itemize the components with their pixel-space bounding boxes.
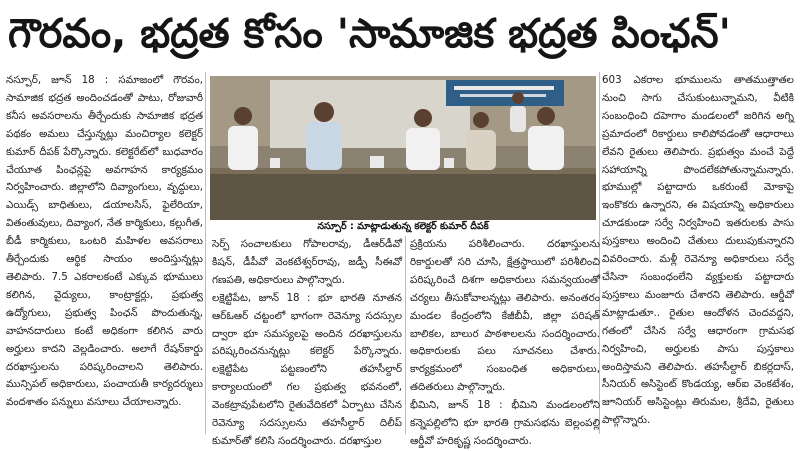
paragraph: భీమిని, జూన్ 18 : భీమిని మండలంలోని కన్నెపల్లిలోని భూ భారతి గ్రామసభను బెల్లంపల్లి ఆర్డీవో హరికృష్ణ సందర్శించారు. (410, 399, 600, 447)
column-rule (205, 72, 206, 434)
photo-caption: నస్పూర్ : మాట్లాడుతున్న కలెక్టర్ కుమార్ దీపక్ (317, 221, 489, 232)
paragraph: ప్రక్రియను పరిశీలించారు. దరఖాస్తులను రికార్డులతో సరి చూసి, క్షేత్రస్థాయిలో పరిశీలించి పరిష్కరించే దిశగా అధికారులు సమన్వయంతో చర్యలు తీసుకోవాలన్నట్లు తెలిపారు. అనంతరం మండల కేంద్రంలోని కేజీబీవీ, జిల్లా పరిషత్ బాలికల, బాలుర పాఠశాలలను సందర్శించారు. అధికారులకు పలు సూచనలు చేశారు. కార్యక్రమంలో సంబంధిత అధికారులు, తదితరులు పాల్గొన్నారు. (410, 238, 600, 394)
article-column-1 (6, 72, 203, 434)
column-rule (405, 236, 406, 434)
paragraph: సెర్ప్ సంచాలకులు గోపాలరావు, డీఆర్‌డీవో కిషన్, డీపీవో వెంకటేశ్వర్‌రావు, జడ్పీ సీఈవో గణపతి, అధికారులు పాల్గొన్నారు. (212, 238, 402, 286)
paragraph: నస్పూర్, జూన్ 18 : సమాజంలో గౌరవం, సామాజిక భద్రత అందించడంతో పాటు, రోజువారీ కనీస అవసరాలను తీర్చేందుకు సామాజిక భద్రత పథకం అమలు చేస్తున్నట్లు మంచిర్యాల కలెక్టర్ కుమార్ దీపక్ పేర్కొన్నారు. కలెక్టరేట్‌లో బుధవారం చేయూత పింఛన్లపై అవగాహన కార్యక్రమం నిర్వహించారు. జిల్లాలోని దివ్యాంగులు, వృద్ధులు, ఎయిడ్స్ బాధితులు, డయాలసిస్, ఫైలేరియా, వితంతువులు, దివ్యాంగ, నేత కార్మికులు, కల్లుగీత, బీడీ కార్మికులు, ఒంటరి మహిళల అవసరాలు తీర్చేందుకు ఆర్థిక సాయం అందిస్తున్నట్లు తెలిపారు. 7.5 ఎకరాలకంటే ఎక్కువ భూములు కలిగిన, వైద్యులు, కాంట్రాక్టర్లు, ప్రభుత్వ ఉద్యోగులు, ప్రభుత్వ పింఛన్ పొందుతున్న, వాహనదారులు కంటే అధికంగా కలిగిన వారు అర్హులు కాదని వెల్లడించారు. అలాగే రేషన్‌కార్డు దరఖాస్తులను పరిష్కరించాలని తెలిపారు. మున్సిపల్ అధికారులు, పంచాయతీ కార్యదర్శులు వందశాతం పన్నులు వసూలు చేయాలన్నారు. (6, 74, 203, 409)
news-photo (210, 76, 596, 220)
headline: గౌరవం, భద్రత కోసం 'సామాజిక భద్రత పింఛన్' (8, 11, 731, 57)
paragraph: లక్షెట్టిపేట, జూన్ 18 : భూ భారతి నూతన ఆర్‌ఓఆర్ చట్టంలో భాగంగా రెవెన్యూ సదస్సుల ద్వారా భూ సమస్యలపై అందిన దరఖాస్తులను పరిష్కరించనున్నట్లు కలెక్టర్ పేర్కొన్నారు. లక్షెట్టిపేట పట్టణంలోని తహసీల్దార్ కార్యాలయంలో గల ప్రభుత్వ భవనంలో, వెంకట్రావుపేటలోని రైతువేదికలో ఏర్పాటు చేసిన రెవెన్యూ సదస్సులను తహసీల్దార్ దిలీప్ కుమార్‌తో కలిసి సందర్శించారు. దరఖాస్తుల (212, 291, 402, 447)
meeting-photo-illustration (210, 76, 596, 220)
article-column-3 (410, 236, 600, 447)
article-column-4 (602, 72, 794, 434)
paragraph: 603 ఎకరాల భూములను తాతముత్తాతల నుంచి సాగు చేసుకుంటున్నామని, వీటికి సంబంధించి దహెగాం మండలంలో జరిగిన అగ్ని ప్రమాదంలో రికార్డులు కాలిపోవడంతో ఆధారాలు లేవని రైతులు తెలిపారు. ప్రభుత్వం మంచే పెద్దే సహాయాన్ని పొందలేకపోతున్నామన్నారు. భూముల్లో పట్టాదారు ఒకరుంటే మోకాపై ఇంకొకరు ఉన్నారని, ఈ విషయాన్ని అధికారులు చూడకుండా సర్వే నిర్వహించి ఇతరులకు పాసు పుస్తకాలు అందించి చేతులు దులుపుకున్నారని వివరించారు. మళ్లీ రెవెన్యూ అధికారులు సర్వే చేసినా సంబంధంలేని వ్యక్తులకు పట్టాదారు పుస్తకాలు మంజూరు చేశారని తెలిపారు. ఆర్డీవో మాట్లాడుతూ.. రైతుల ఆందోళన చెందవద్దని, గతంలో చేసిన సర్వే ఆధారంగా గ్రామసభ నిర్వహించి, అర్హులకు పాసు పుస్తకాలు అందిస్తామని తెలిపారు. తహసీల్దార్ బికర్లదాస్, సీనియర్ అసిస్టెంట్ కొండయ్య, ఆర్‌ఐ వెంకటేశం, జూనియర్ అసిస్టెంట్లు తిరుమల, శ్రీదేవి, రైతులు పాల్గొన్నారు. (602, 74, 794, 427)
article-column-2 (212, 236, 402, 447)
